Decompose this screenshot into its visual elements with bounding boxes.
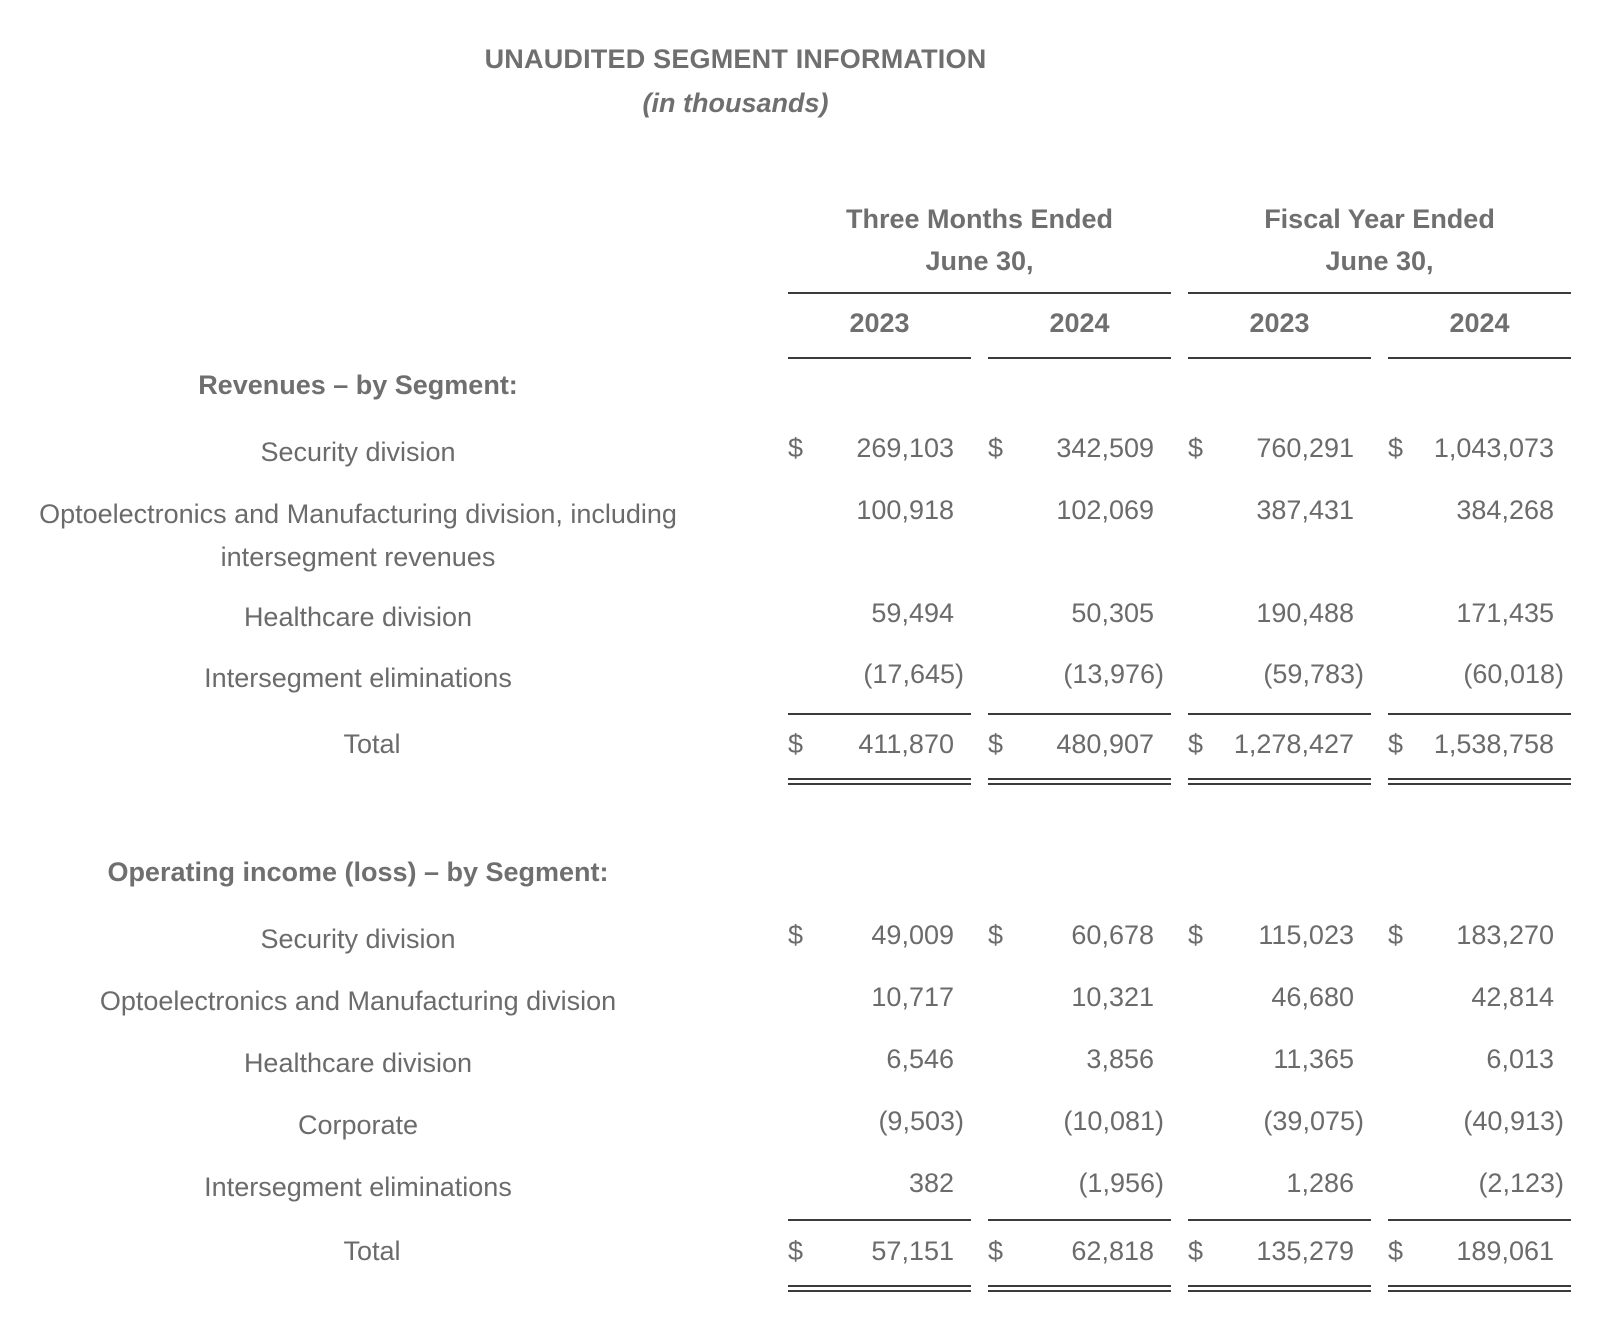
revenue-cell xyxy=(988,598,1154,634)
cell-value: (60,018) xyxy=(1463,659,1564,689)
cell-value: 1,278,427 xyxy=(1233,729,1354,759)
revenue-cell xyxy=(788,598,954,634)
opinc-cell xyxy=(1388,1044,1554,1080)
year-header: 2023 xyxy=(849,308,910,338)
table-title: UNAUDITED SEGMENT INFORMATION xyxy=(484,44,987,74)
cell-value: 411,870 xyxy=(858,729,954,759)
year-rule xyxy=(788,357,971,359)
opinc-total-label: Total xyxy=(343,1236,401,1266)
cell-value: 49,009 xyxy=(871,920,954,950)
total-double-rule xyxy=(788,778,971,785)
opinc-total-cell xyxy=(1388,1236,1554,1272)
cell-value: 269,103 xyxy=(856,433,954,463)
operating-income-section-header: Operating income (loss) – by Segment: xyxy=(107,857,609,887)
revenue-cell xyxy=(1188,659,1364,695)
subtotal-rule xyxy=(988,1219,1171,1221)
revenue-cell xyxy=(1388,598,1554,634)
revenue-cell xyxy=(1388,433,1554,469)
opinc-cell xyxy=(1388,982,1554,1018)
subtotal-rule xyxy=(788,1219,971,1221)
revenue-cell xyxy=(788,433,954,469)
column-group-line2: June 30, xyxy=(1325,246,1434,276)
revenue-cell xyxy=(1188,598,1354,634)
total-double-rule xyxy=(1188,778,1371,785)
cell-value: 1,286 xyxy=(1286,1168,1354,1198)
subtotal-rule xyxy=(1388,713,1571,715)
opinc-cell xyxy=(988,1168,1164,1204)
currency-symbol: $ xyxy=(1388,433,1404,463)
cell-value: 6,546 xyxy=(886,1044,954,1074)
currency-symbol: $ xyxy=(1188,433,1204,463)
opinc-row-label-optoelectronics: Optoelectronics and Manufacturing division xyxy=(99,986,617,1016)
revenue-total-cell xyxy=(788,729,954,765)
total-double-rule xyxy=(988,1285,1171,1292)
opinc-cell xyxy=(788,1044,954,1080)
subtotal-rule xyxy=(788,713,971,715)
revenue-cell xyxy=(1388,495,1554,531)
cell-value: 62,818 xyxy=(1071,1236,1154,1266)
total-double-rule xyxy=(988,778,1171,785)
total-double-rule xyxy=(1388,1285,1571,1292)
year-header: 2024 xyxy=(1049,308,1110,338)
opinc-total-cell xyxy=(1188,1236,1354,1272)
subtotal-rule xyxy=(1188,1219,1371,1221)
revenue-total-cell xyxy=(988,729,1154,765)
opinc-total-cell xyxy=(788,1236,954,1272)
cell-value: (59,783) xyxy=(1263,659,1364,689)
cell-value: 115,023 xyxy=(1258,920,1354,950)
opinc-row-label-corporate: Corporate xyxy=(297,1110,419,1140)
opinc-cell xyxy=(788,1168,954,1204)
total-double-rule xyxy=(1388,778,1571,785)
currency-symbol: $ xyxy=(1388,920,1404,950)
cell-value: 387,431 xyxy=(1256,495,1354,525)
table-subtitle: (in thousands) xyxy=(642,88,829,118)
total-double-rule xyxy=(788,1285,971,1292)
revenues-section-header: Revenues – by Segment: xyxy=(198,370,518,400)
cell-value: 10,717 xyxy=(871,982,954,1012)
revenue-total-cell xyxy=(1388,729,1554,765)
cell-value: (9,503) xyxy=(878,1106,964,1136)
cell-value: 57,151 xyxy=(871,1236,954,1266)
revenue-total-label: Total xyxy=(343,729,401,759)
opinc-total-cell xyxy=(988,1236,1154,1272)
cell-value: (40,913) xyxy=(1463,1106,1564,1136)
currency-symbol: $ xyxy=(788,1236,804,1266)
cell-value: 42,814 xyxy=(1471,982,1554,1012)
cell-value: 50,305 xyxy=(1071,598,1154,628)
column-group-line2: June 30, xyxy=(925,246,1034,276)
year-rule xyxy=(1388,357,1571,359)
opinc-cell xyxy=(1388,1168,1564,1204)
currency-symbol: $ xyxy=(988,433,1004,463)
year-rule xyxy=(988,357,1171,359)
cell-value: (39,075) xyxy=(1263,1106,1364,1136)
opinc-cell xyxy=(988,982,1154,1018)
opinc-cell xyxy=(1188,1044,1354,1080)
opinc-cell xyxy=(1188,982,1354,1018)
cell-value: 189,061 xyxy=(1456,1236,1554,1266)
subtotal-rule xyxy=(988,713,1171,715)
cell-value: 102,069 xyxy=(1056,495,1154,525)
cell-value: (13,976) xyxy=(1063,659,1164,689)
revenue-total-cell xyxy=(1188,729,1354,765)
cell-value: 6,013 xyxy=(1486,1044,1554,1074)
column-group-line1: Three Months Ended xyxy=(845,204,1113,234)
year-header: 2024 xyxy=(1449,308,1510,338)
cell-value: 342,509 xyxy=(1056,433,1154,463)
cell-value: 60,678 xyxy=(1071,920,1154,950)
cell-value: (17,645) xyxy=(863,659,964,689)
opinc-cell xyxy=(1188,920,1354,956)
opinc-cell xyxy=(1188,1168,1354,1204)
revenue-cell xyxy=(788,659,964,695)
revenue-cell xyxy=(988,495,1154,531)
cell-value: (2,123) xyxy=(1478,1168,1564,1198)
revenue-row-label-healthcare: Healthcare division xyxy=(243,602,473,632)
opinc-cell xyxy=(1388,1106,1564,1142)
opinc-cell xyxy=(788,920,954,956)
cell-value: 382 xyxy=(908,1168,954,1198)
subtotal-rule xyxy=(1388,1219,1571,1221)
currency-symbol: $ xyxy=(1188,920,1204,950)
cell-value: 183,270 xyxy=(1456,920,1554,950)
cell-value: 3,856 xyxy=(1086,1044,1154,1074)
revenue-cell xyxy=(988,433,1154,469)
cell-value: 190,488 xyxy=(1256,598,1354,628)
opinc-cell xyxy=(788,982,954,1018)
revenue-row-label-eliminations: Intersegment eliminations xyxy=(204,663,512,693)
cell-value: 480,907 xyxy=(1056,729,1154,759)
currency-symbol: $ xyxy=(1188,729,1204,759)
currency-symbol: $ xyxy=(788,920,804,950)
opinc-cell xyxy=(788,1106,964,1142)
currency-symbol: $ xyxy=(1388,1236,1404,1266)
opinc-row-label-healthcare: Healthcare division xyxy=(243,1048,473,1078)
revenue-cell xyxy=(1388,659,1564,695)
revenue-cell xyxy=(788,495,954,531)
cell-value: 100,918 xyxy=(856,495,954,525)
column-group-line1: Fiscal Year Ended xyxy=(1264,204,1495,234)
opinc-row-label-security: Security division xyxy=(260,924,456,954)
cell-value: (1,956) xyxy=(1078,1168,1164,1198)
subtotal-rule xyxy=(1188,713,1371,715)
cell-value: 11,365 xyxy=(1273,1044,1354,1074)
currency-symbol: $ xyxy=(1188,1236,1204,1266)
currency-symbol: $ xyxy=(988,1236,1004,1266)
cell-value: 1,538,758 xyxy=(1433,729,1554,759)
currency-symbol: $ xyxy=(988,920,1004,950)
cell-value: 384,268 xyxy=(1456,495,1554,525)
opinc-cell xyxy=(988,920,1154,956)
revenue-cell xyxy=(1188,495,1354,531)
opinc-cell xyxy=(988,1044,1154,1080)
cell-value: 171,435 xyxy=(1456,598,1554,628)
opinc-cell xyxy=(1388,920,1554,956)
revenue-cell xyxy=(988,659,1164,695)
cell-value: 135,279 xyxy=(1256,1236,1354,1266)
cell-value: (10,081) xyxy=(1063,1106,1164,1136)
cell-value: 1,043,073 xyxy=(1433,433,1554,463)
opinc-row-label-eliminations: Intersegment eliminations xyxy=(204,1172,512,1202)
year-header: 2023 xyxy=(1249,308,1310,338)
currency-symbol: $ xyxy=(988,729,1004,759)
revenue-row-label-security: Security division xyxy=(260,437,456,467)
group-rule-fiscal-year xyxy=(1188,292,1571,294)
cell-value: 46,680 xyxy=(1271,982,1354,1012)
year-rule xyxy=(1188,357,1371,359)
revenue-cell xyxy=(1188,433,1354,469)
column-group-header-three-months xyxy=(788,198,1171,282)
total-double-rule xyxy=(1188,1285,1371,1292)
revenue-row-label-optoelectronics: Optoelectronics and Manufacturing division, including intersegment revenues xyxy=(39,499,677,572)
cell-value: 760,291 xyxy=(1256,433,1354,463)
cell-value: 10,321 xyxy=(1071,982,1154,1012)
group-rule-three-months xyxy=(788,292,1171,294)
cell-value: 59,494 xyxy=(871,598,954,628)
currency-symbol: $ xyxy=(788,433,804,463)
opinc-cell xyxy=(988,1106,1164,1142)
currency-symbol: $ xyxy=(1388,729,1404,759)
currency-symbol: $ xyxy=(788,729,804,759)
opinc-cell xyxy=(1188,1106,1364,1142)
column-group-header-fiscal-year xyxy=(1188,198,1571,282)
